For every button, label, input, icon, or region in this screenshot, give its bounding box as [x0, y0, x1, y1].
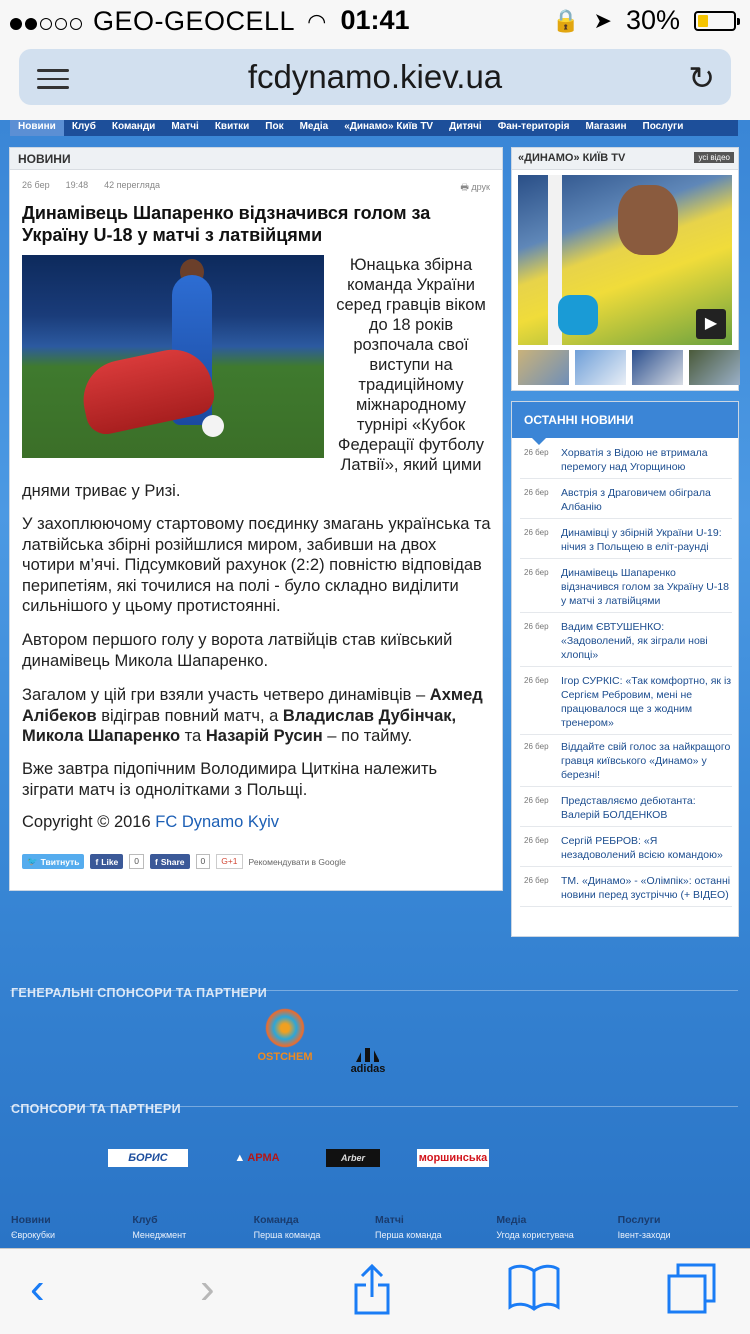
section-title: НОВИНИ	[10, 148, 502, 170]
video-thumbnail[interactable]	[518, 350, 569, 385]
latest-news-title: ОСТАННІ НОВИНИ	[512, 402, 738, 438]
latest-news-item[interactable]	[520, 874, 732, 907]
footer-heading[interactable]: Послуги	[617, 1214, 661, 1226]
latest-news-item[interactable]	[520, 740, 732, 787]
general-sponsors-title: ГЕНЕРАЛЬНІ СПОНСОРИ ТА ПАРТНЕРИ	[11, 986, 268, 1000]
news-headline[interactable]: Динамівці у збірній України U-19: нічия з Польщею в еліт-раунді	[561, 527, 722, 553]
play-icon[interactable]: ▶	[696, 309, 726, 339]
battery-icon	[694, 11, 736, 31]
morshynska-logo[interactable]: моршинська	[417, 1149, 489, 1167]
footer-nav	[11, 1214, 739, 1240]
article-paragraph: Вже завтра підопічним Володимира Циткіна належить зіграти матч із однолітками з Польщі.	[22, 760, 438, 799]
tweet-button[interactable]: 🐦 Твитнуть	[22, 854, 84, 869]
news-date: 26 бер	[524, 448, 549, 457]
top-nav-item[interactable]: Команди	[111, 121, 156, 132]
wifi-icon: ◠	[307, 8, 327, 34]
news-date: 26 бер	[524, 742, 549, 751]
news-headline[interactable]: Представляємо дебютанта: Валерій БОЛДЕНКОВ	[561, 795, 696, 821]
footer-column	[11, 1214, 132, 1240]
footer-column	[618, 1214, 739, 1240]
article-paragraph: У захоплюючому стартовому поєдинку змагань українська та латвійська збірні розійшлися миром, забивши на двох чотири м’ячі. Підсумковий рахунок (2:2) повністю відповідав перипетіям, які точилися на полі - було складно виділити сильнішого у цьому протистоянні.	[22, 515, 491, 615]
news-date: 26 бер	[524, 622, 549, 631]
news-headline[interactable]: ТМ. «Динамо» - «Олімпік»: останні новини перед зустріччю (+ ВІДЕО)	[561, 875, 731, 901]
latest-news-item[interactable]	[520, 446, 732, 479]
news-headline[interactable]: Ігор СУРКІС: «Так комфортно, як із Сергієм Ребровим, мені не працювалося ще з жодним тренером»	[561, 675, 732, 729]
site-top-nav	[10, 120, 738, 136]
news-headline[interactable]: Динамівець Шапаренко відзначився голом за Україну U-18 у матчі з латвійцями	[561, 567, 730, 607]
footer-link[interactable]: Івент-заходи	[617, 1230, 671, 1240]
facebook-share-button[interactable]: f Share	[150, 854, 189, 869]
latest-news-item[interactable]	[520, 674, 732, 735]
news-headline[interactable]: Хорватія з Відою не втримала перемогу над Угорщиною	[561, 447, 708, 473]
facebook-icon: f	[155, 856, 158, 867]
top-nav-item[interactable]: Новини	[10, 120, 64, 136]
news-date: 26 бер	[524, 836, 549, 845]
web-page	[0, 120, 750, 1248]
video-thumbnail[interactable]	[575, 350, 626, 385]
copyright-link[interactable]: FC Dynamo Kyiv	[155, 813, 280, 831]
video-thumbnail[interactable]	[632, 350, 683, 385]
news-date: 26 бер	[524, 676, 549, 685]
footer-link[interactable]: Менеджмент	[132, 1230, 187, 1240]
latest-news-item[interactable]	[520, 566, 732, 613]
orientation-lock-icon: 🔒	[552, 7, 580, 33]
google-plus-button[interactable]: G+1	[216, 854, 242, 869]
article-views: 42 перегляда	[104, 180, 160, 190]
article-title: Динамівець Шапаренко відзначився голом за Україну U-18 у матчі з латвійцями	[22, 203, 431, 245]
top-nav-item[interactable]: Послуги	[642, 121, 684, 132]
footer-heading[interactable]: Матчі	[374, 1214, 404, 1226]
like-count: 0	[129, 854, 144, 869]
google-recommend-label: Рекомендувати в Google	[248, 856, 346, 867]
share-icon[interactable]	[352, 1263, 392, 1325]
top-nav-item[interactable]: Медіа	[299, 121, 329, 132]
carrier-name: GEO-GEOCELL	[93, 6, 296, 36]
news-headline[interactable]: Вадим ЄВТУШЕНКО: «Задоволений, як зіграли нові хлопці»	[561, 621, 708, 661]
top-nav-item[interactable]: Фан-територія	[497, 121, 570, 132]
clock: 01:41	[340, 5, 410, 35]
news-date: 26 бер	[524, 796, 549, 805]
top-nav-item[interactable]: Магазин	[585, 121, 627, 132]
print-label: друк	[471, 182, 490, 192]
arma-logo[interactable]: ▲ АРМА	[234, 1152, 280, 1164]
tv-main-video[interactable]	[518, 175, 732, 345]
footer-column	[132, 1214, 253, 1240]
battery-percent: 30%	[625, 5, 680, 35]
article-date: 26 бер	[22, 180, 50, 190]
divider	[10, 1106, 738, 1107]
article-paragraph: Загалом у цій гри взяли участь четверо динамівців – Ахмед Алібеков відіграв повний матч, а Владислав Дубінчак, Микола Шапаренко та Назарій Русин – по тайму.	[22, 686, 483, 745]
twitter-icon: 🐦	[27, 856, 38, 866]
footer-column	[375, 1214, 496, 1240]
article-lead-end: днями триває у Ризі.	[22, 482, 181, 500]
article-card	[10, 148, 502, 890]
status-bar	[0, 0, 750, 40]
footer-link[interactable]: Єврокубки	[11, 1230, 56, 1240]
footer-heading[interactable]: Новини	[11, 1214, 51, 1226]
news-headline[interactable]: Віддайте свій голос за найкращого гравця київського «Динамо» у березні!	[561, 741, 731, 781]
ostchem-logo[interactable]	[255, 1008, 315, 1063]
boris-logo[interactable]: БОРИС	[108, 1149, 188, 1167]
footer-link[interactable]: Перша команда	[374, 1230, 442, 1240]
tabs-icon[interactable]	[666, 1263, 718, 1323]
bookmarks-icon[interactable]	[508, 1263, 560, 1321]
footer-heading[interactable]: Команда	[253, 1214, 299, 1226]
article-paragraph: Автором першого голу у ворота латвійців став київський динамівець Микола Шапаренко.	[22, 631, 453, 670]
news-date: 26 бер	[524, 488, 549, 497]
news-headline[interactable]: Сергій РЕБРОВ: «Я незадоволений всією командою»	[561, 835, 723, 861]
footer-heading[interactable]: Клуб	[132, 1214, 158, 1226]
latest-news-item[interactable]	[520, 620, 732, 667]
hamburger-menu-icon[interactable]	[37, 69, 69, 95]
facebook-icon: f	[95, 856, 99, 867]
forward-icon[interactable]: ›	[200, 1264, 215, 1313]
url-text[interactable]: fcdynamo.kiev.ua	[247, 58, 503, 95]
video-thumbnails	[518, 350, 740, 385]
divider	[10, 990, 738, 991]
dynamo-tv-widget	[512, 148, 738, 390]
share-bar	[22, 854, 346, 869]
ostchem-logo-text: OSTCHEM	[257, 1051, 313, 1063]
footer-heading[interactable]: Медіа	[496, 1214, 527, 1226]
latest-news-item[interactable]	[520, 486, 732, 519]
adidas-logo[interactable]	[348, 1048, 388, 1075]
location-icon: ➤	[593, 7, 612, 33]
article-time: 19:48	[65, 180, 89, 190]
article-lead: Юнацька збірна команда України серед гравців віком до 18 років розпочала свої виступи на традиційному міжнародному турнірі «Кубок Федерації футболу Латвії», який цими	[336, 256, 486, 474]
latest-news-item[interactable]	[520, 526, 732, 559]
latest-news-item[interactable]	[520, 794, 732, 827]
top-nav-item[interactable]: Матчі	[171, 121, 199, 132]
address-bar[interactable]	[19, 49, 731, 105]
latest-news-widget	[512, 402, 738, 936]
footer-column	[254, 1214, 375, 1240]
top-nav-item[interactable]: Дитячі	[449, 121, 482, 132]
copyright: Copyright © 2016 FC Dynamo Kyiv	[22, 813, 280, 831]
partners-title: СПОНСОРИ ТА ПАРТНЕРИ	[11, 1102, 181, 1116]
news-headline[interactable]: Австрія з Драговичем обіграла Албанію	[561, 487, 711, 513]
top-nav-item[interactable]: Клуб	[71, 121, 96, 132]
footer-link[interactable]: Угода користувача	[496, 1230, 574, 1240]
top-nav-item[interactable]: Пок	[265, 121, 284, 132]
share-count: 0	[196, 854, 211, 869]
facebook-like-button[interactable]: f Like	[90, 854, 123, 869]
footer-link[interactable]: Перша команда	[253, 1230, 321, 1240]
latest-news-item[interactable]	[520, 834, 732, 867]
adidas-logo-text: adidas	[350, 1063, 386, 1075]
reload-icon[interactable]: ↻	[688, 60, 715, 96]
article-photo	[22, 255, 324, 458]
print-link[interactable]	[460, 180, 490, 196]
footer-column	[496, 1214, 617, 1240]
news-date: 26 бер	[524, 568, 549, 577]
news-date: 26 бер	[524, 528, 549, 537]
print-icon: 🖶	[460, 182, 472, 192]
news-date: 26 бер	[524, 876, 549, 885]
arber-logo[interactable]: Arber	[326, 1149, 380, 1167]
top-nav-item[interactable]: Квитки	[214, 121, 250, 132]
article-meta	[22, 180, 490, 190]
back-icon[interactable]: ‹	[30, 1264, 45, 1313]
browser-toolbar	[0, 40, 750, 120]
video-thumbnail[interactable]	[689, 350, 740, 385]
top-nav-item[interactable]: «Динамо» Київ TV	[344, 121, 434, 132]
safari-bottom-toolbar	[0, 1248, 750, 1334]
all-videos-link[interactable]: усі відео	[694, 152, 734, 163]
tv-title: «ДИНАМО» КИЇВ TV	[518, 152, 626, 164]
